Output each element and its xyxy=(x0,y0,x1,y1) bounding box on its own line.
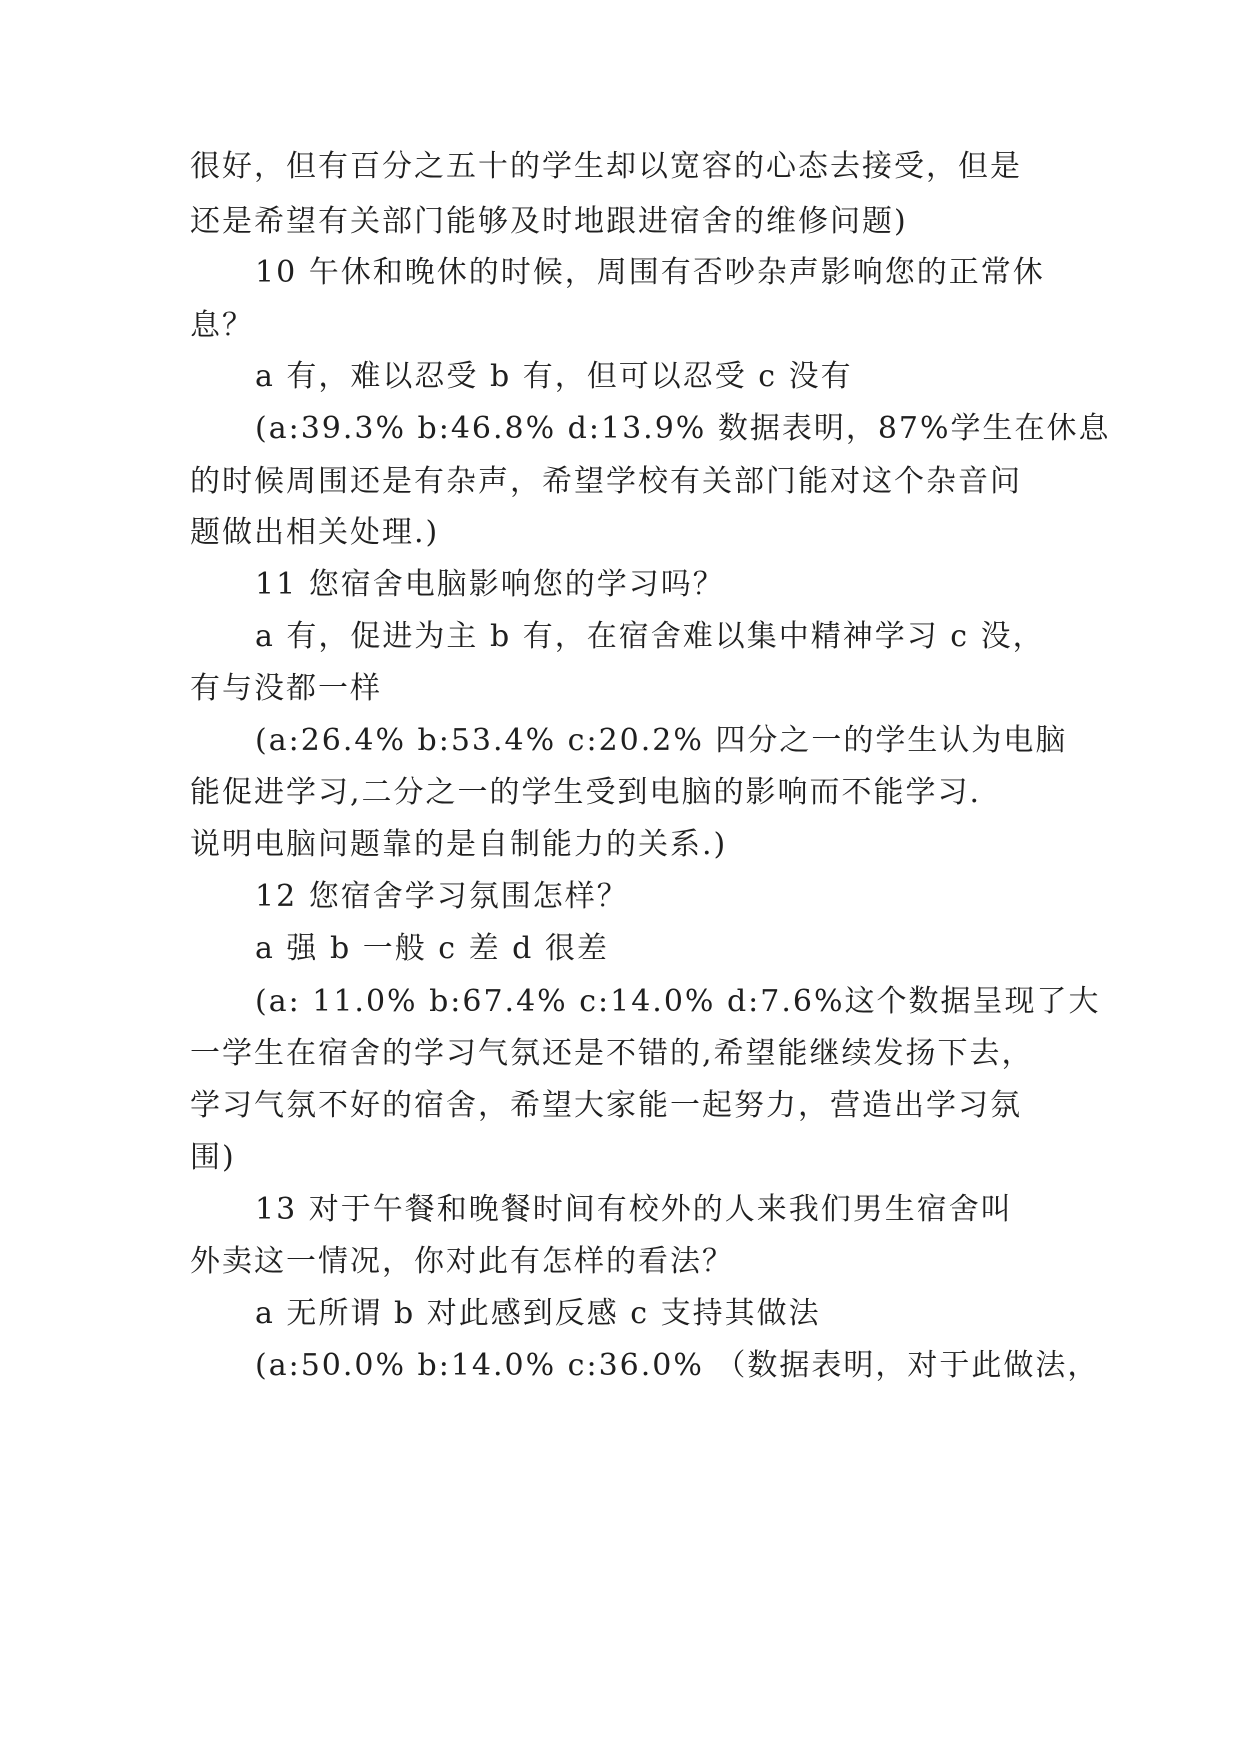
result-12: (a: 11.0% b:67.4% c:14.0% d:7.6%这个数据呈现了大 xyxy=(255,984,1101,1019)
options-11: a 有，促进为主 b 有，在宿舍难以集中精神学习 c 没， xyxy=(255,619,1045,654)
text-line: 能促进学习,二分之一的学生受到电脑的影响而不能学习. xyxy=(190,775,982,810)
text-line: 题做出相关处理.) xyxy=(190,515,440,550)
text-line: 一学生在宿舍的学习气氛还是不错的,希望能继续发扬下去， xyxy=(190,1036,1034,1071)
result-11: (a:26.4% b:53.4% c:20.2% 四分之一的学生认为电脑 xyxy=(255,723,1068,758)
text-line: 围) xyxy=(190,1140,236,1175)
options-10: a 有，难以忍受 b 有，但可以忍受 c 没有 xyxy=(255,359,853,394)
options-12: a 强 b 一般 c 差 d 很差 xyxy=(255,931,609,966)
question-11: 11 您宿舍电脑影响您的学习吗？ xyxy=(255,567,725,602)
result-10: (a:39.3% b:46.8% d:13.9% 数据表明，87%学生在休息 xyxy=(255,411,1111,446)
question-12: 12 您宿舍学习氛围怎样？ xyxy=(255,879,629,914)
text-line: 有与没都一样 xyxy=(190,671,382,706)
text-line: 很好，但有百分之五十的学生却以宽容的心态去接受，但是 xyxy=(190,149,1022,184)
result-13: (a:50.0% b:14.0% c:36.0% （数据表明，对于此做法， xyxy=(255,1348,1100,1383)
text-line: 还是希望有关部门能够及时地跟进宿舍的维修问题) xyxy=(190,204,908,239)
question-10: 10 午休和晚休的时候，周围有否吵杂声影响您的正常休 xyxy=(255,255,1045,290)
text-line: 的时候周围还是有杂声，希望学校有关部门能对这个杂音问 xyxy=(190,464,1022,499)
text-line: 息？ xyxy=(190,308,254,343)
text-line: 学习气氛不好的宿舍，希望大家能一起努力，营造出学习氛 xyxy=(190,1088,1022,1123)
text-line: 说明电脑问题靠的是自制能力的关系.) xyxy=(190,827,728,862)
options-13: a 无所谓 b 对此感到反感 c 支持其做法 xyxy=(255,1296,821,1331)
question-13: 13 对于午餐和晚餐时间有校外的人来我们男生宿舍叫 xyxy=(255,1192,1013,1227)
text-line: 外卖这一情况，你对此有怎样的看法？ xyxy=(190,1244,734,1279)
